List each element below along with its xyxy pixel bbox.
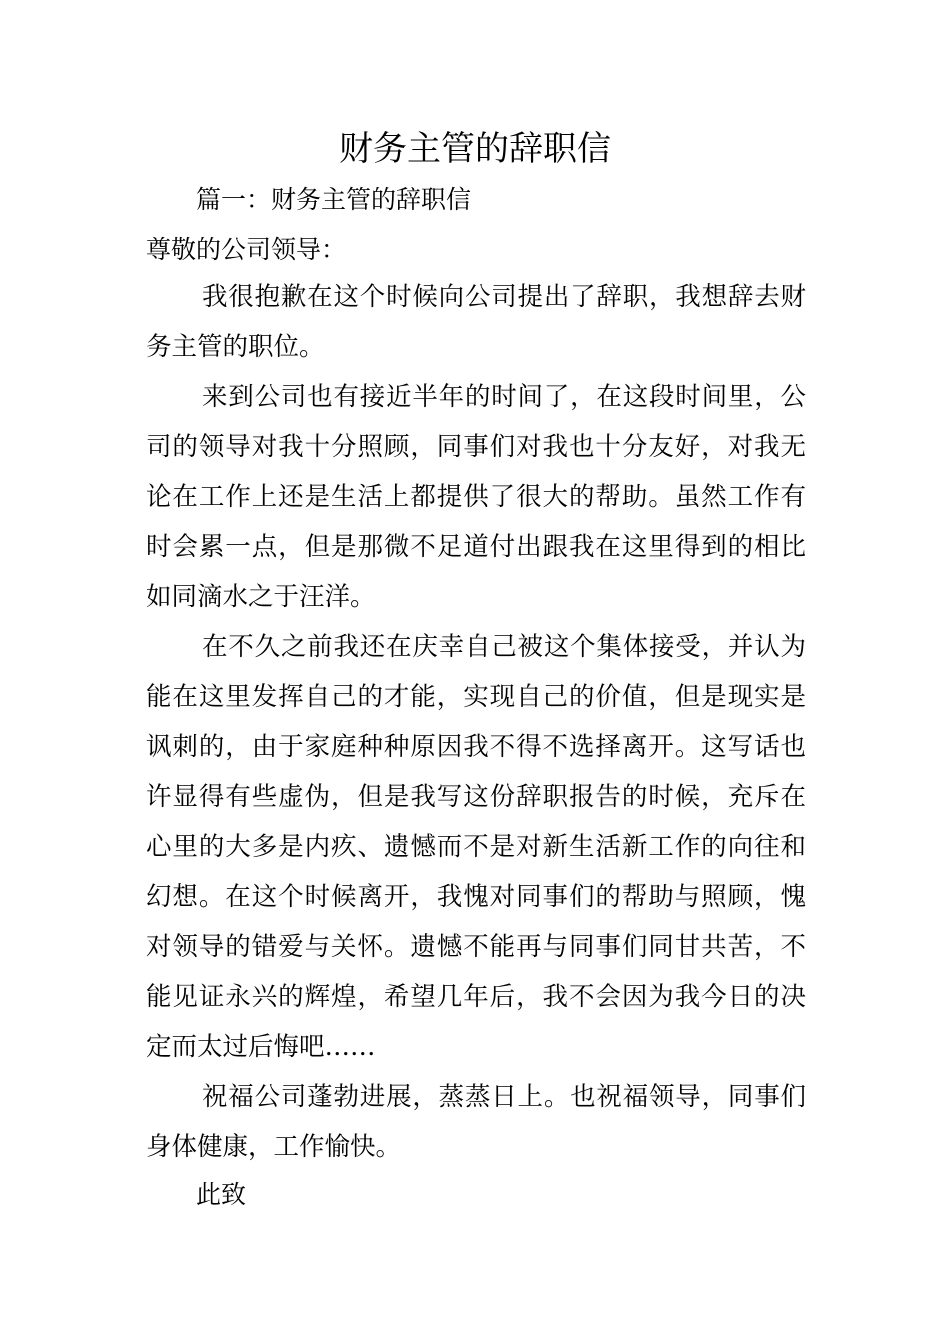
paragraph-line: 论在工作上还是生活上都提供了很大的帮助。虽然工作有 — [146, 482, 806, 512]
paragraph-line: 对领导的错爱与关怀。遗憾不能再与同事们同甘共苦，不 — [146, 932, 806, 962]
paragraph-line: 来到公司也有接近半年的时间了，在这段时间里，公 — [202, 382, 806, 412]
document-subtitle: 篇一：财务主管的辞职信 — [196, 185, 472, 214]
paragraph-2 — [146, 372, 806, 622]
paragraph-line: 幻想。在这个时候离开，我愧对同事们的帮助与照顾，愧 — [146, 882, 806, 912]
paragraph-4 — [146, 1072, 806, 1172]
paragraph-line: 时会累一点，但是那微不足道付出跟我在这里得到的相比 — [146, 532, 806, 562]
paragraph-3 — [146, 622, 806, 1072]
paragraph-line: 我很抱歉在这个时候向公司提出了辞职，我想辞去财 — [202, 282, 806, 312]
paragraph-line: 在不久之前我还在庆幸自己被这个集体接受，并认为 — [202, 632, 806, 662]
paragraph-line: 司的领导对我十分照顾，同事们对我也十分友好，对我无 — [146, 432, 806, 462]
paragraph-line: 祝福公司蓬勃进展，蒸蒸日上。也祝福领导，同事们 — [202, 1082, 806, 1112]
paragraph-line: 身体健康，工作愉快。 — [146, 1132, 402, 1162]
paragraph-1 — [146, 272, 806, 372]
paragraph-line: 如同滴水之于汪洋。 — [146, 582, 376, 612]
paragraph-line: 务主管的职位。 — [146, 332, 325, 362]
paragraph-line: 许显得有些虚伪，但是我写这份辞职报告的时候，充斥在 — [146, 782, 806, 812]
paragraph-line: 定而太过后悔吧…… — [146, 1032, 376, 1062]
paragraph-line: 能在这里发挥自己的才能，实现自己的价值，但是现实是 — [146, 682, 806, 712]
paragraph-line: 心里的大多是内疚、遗憾而不是对新生活新工作的向往和 — [146, 832, 806, 862]
closing: 此致 — [196, 1180, 247, 1209]
paragraph-line: 能见证永兴的辉煌，希望几年后，我不会因为我今日的决 — [146, 982, 806, 1012]
salutation: 尊敬的公司领导： — [146, 235, 347, 264]
document-title: 财务主管的辞职信 — [339, 129, 611, 169]
paragraph-line: 讽刺的，由于家庭种种原因我不得不选择离开。这写话也 — [146, 732, 806, 762]
